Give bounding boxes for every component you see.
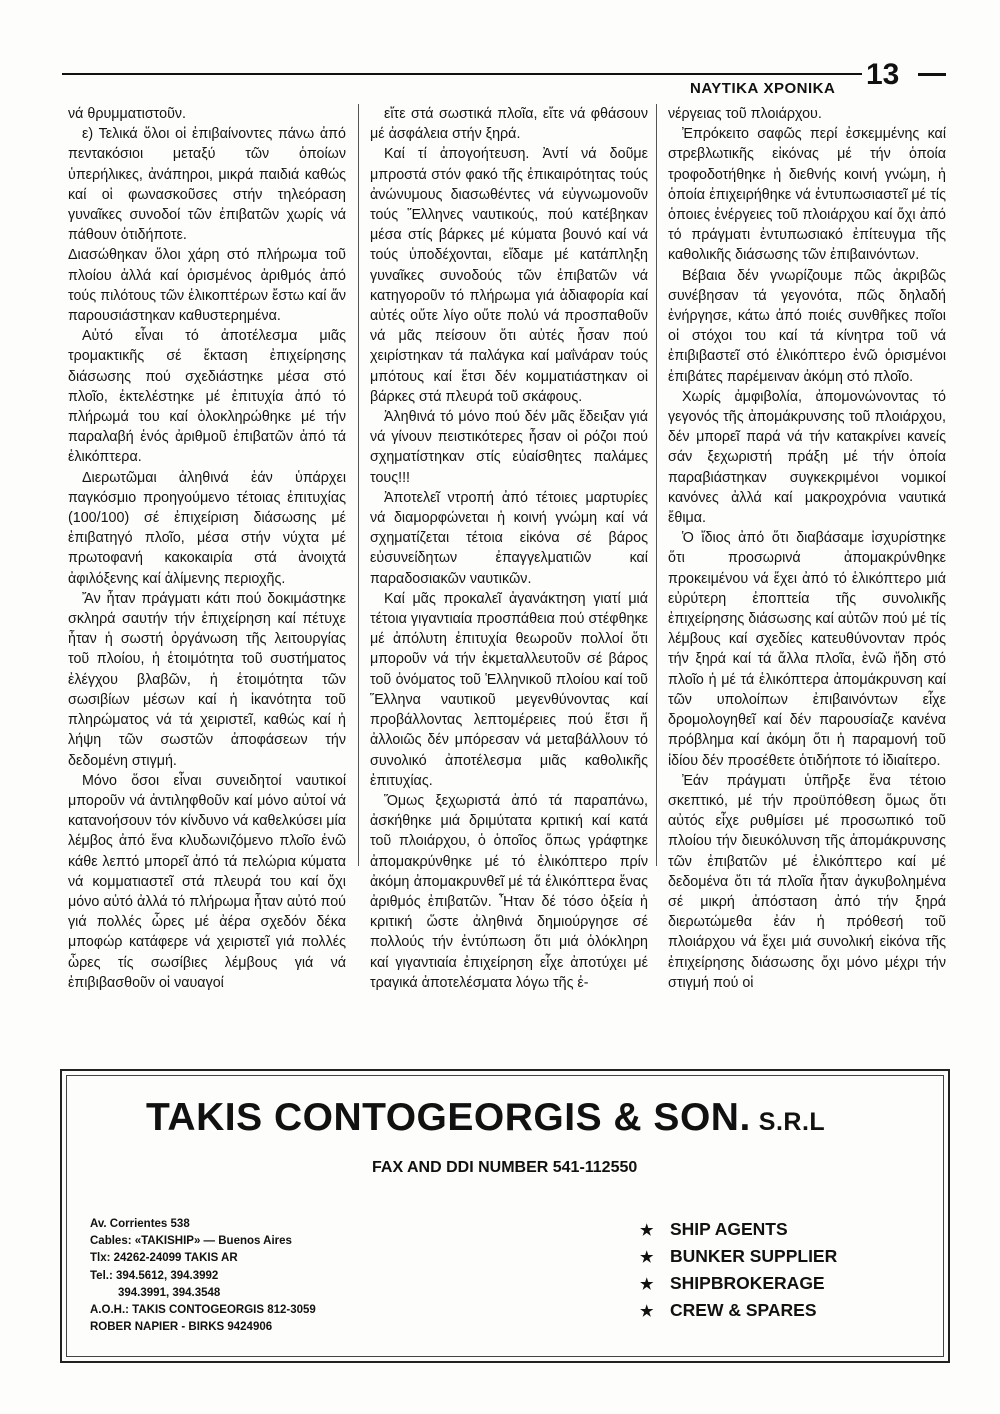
paragraph: Καί τί ἀπογοήτευση. Ἀντί νά δοῦμε μπροστά στόν φακό τῆς ἐπικαιρότητας τούς ἀνώνυμους διασωθέντες νά εὐγνωμονοῦν τούς Ἕλληνες ναυτικούς, πού κατέβηκαν μέσα στίς βάρκες μέ κύματα βουνό καί νά τούς ὑποδέχονται, εἴδαμε μέ κατάπληξη γυναῖκες συνοδούς τῶν ἐπιβατῶν νά κατηγοροῦν τό πλήρωμα γιά ἀδιαφορία καί αὐτές οὔτε λίγο οὔτε πολύ νά προσπαθοῦν νά μᾶς πείσουν ὅτι αὐτές ἦσαν πού χειρίστηκαν τά παλάγκα καί μαΐνάραν τούς μπότους καί ἔτσι δέν κομματιάστηκαν οἱ βάρκες στά πλευρά τοῦ σκάφους. — [370, 146, 648, 405]
paragraph: Ἐπρόκειτο σαφῶς περί ἐσκεμμένης καί στρεβλωτικῆς εἰκόνας μέ τήν ὁποία τροφοδοτήθηκε ἡ διεθνής κοινή γνώμη, ἡ ὁποία ἐπιχειρήθηκε νά ἐντυπωσιαστεῖ μέ τίς ὁποιες ἐνέργειες τοῦ πλοιάρχου καί ὄχι ἀπό τό πράγματι ἐντυπωσιακό ἐπίτευγμα τῆς καθολικῆς διάσωσης τῶν ἐπιβαινόντων. — [668, 126, 946, 264]
ad-fax-line: FAX AND DDI NUMBER 541-112550 — [372, 1159, 638, 1176]
star-icon: ★ — [640, 1248, 654, 1266]
service-label: CREW & SPARES — [670, 1300, 817, 1320]
magazine-title: ΝΑΥΤΙΚΑ ΧΡΟΝΙΚΑ — [690, 80, 836, 97]
paragraph: νέργειας τοῦ πλοιάρχου. — [668, 106, 822, 122]
article-column-3 — [668, 104, 946, 993]
star-icon: ★ — [640, 1275, 654, 1293]
service-label: SHIP AGENTS — [670, 1219, 788, 1239]
paragraph: Ἄν ἦταν πράγματι κάτι πού δοκιμάστηκε σκληρά σαυτήν τήν ἐπιχείρηση καί πέτυχε ἦταν ἡ σωστή ὀργάνωση τῆς λειτουργίας τοῦ πλοίου, ἡ ἑτοιμότητα τοῦ συστήματος ἐλέγχου βλαβῶν, ἡ ἑτοιμότητα τῶν σωσιβίων μέσων καί ἡ ἱκανότητα τοῦ πληρώματος νά τά χειριστεῖ, καθώς καί ἡ λήψη τῶν σωστῶν ἀποφάσεων τήν δεδομένη στιγμή. — [68, 590, 346, 769]
contact-line: Cables: «TAKISHIP» — Buenos Aires — [90, 1235, 292, 1248]
contact-line: 394.3991, 394.3548 — [118, 1286, 221, 1299]
contact-line: ROBER NAPIER - BIRKS 9424906 — [90, 1321, 273, 1334]
paragraph: Μόνο ὅσοι εἶναι συνειδητοί ναυτικοί μποροῦν νά ἀντιληφθοῦν καί μόνο αὐτοί νά κατανοήσουν τόν κίνδυνο νά καθελκύσει μία λέμβος ἀπό ἕνα κλυδωνιζόμενο πλοῖο ἐνῶ κάθε λεπτό μπορεῖ ἀπό τά πελώρια κύματα νά κομματιαστεῖ στά πλευρά του καί ὄχι μόνο αὐτό ἀλλά τό πλήρωμα ἦταν αὐτό πού γιά πολλές ὧρες μέ ἀέρα σχεδόν δέκα μποφώρ κατάφερε νά χειριστεῖ γιά πολλές ὧρες τίς σωσίβιες λέμβους γιά νά ἐπιβιβασθοῦν οἱ ναυαγοί — [68, 772, 346, 991]
paragraph: Ὅμως ξεχωριστά ἀπό τά παραπάνω, ἀσκήθηκε μιά δριμύτατα κριτική καί κατά τοῦ πλοιάρχου, ὁ ὁποῖος ὅπως γράφτηκε ἀπομακρύνθηκε μέ τό ἑλικόπτερο πρίν ἀκόμη ἀπομακρυνθεῖ μέ τά ἑλικόπτερα ἕνας ἀριθμός ἐπιβατῶν. Ἦταν δέ τόσο ὀξεία ἡ κριτική ὥστε ἀληθινά δημιούργησε σέ πολλούς τήν ἐντύπωση ὅτι μιά ὁλόκληρη καί γιγαντιαία ἐπιχείρηση εἶχε ἀποτύχει μέ τραγικά ἀποτελέσματα λόγω τῆς ἐ- — [370, 792, 648, 991]
paragraph: Χωρίς ἀμφιβολία, ἀπομονώνοντας τό γεγονός τῆς ἀπομάκρυνσης τοῦ πλοιάρχου, δέν μπορεῖ παρά νά τήν κατακρίνει κανείς σάν ξεχωριστή πράξη μέ τήν ὁποία παραβιάστηκαν συγκεκριμένοι νομικοί κανόνες ἀλλά καί μακροχρόνια ναυτικά ἔθιμα. — [668, 388, 946, 527]
header-rule — [62, 73, 862, 75]
article-column-2 — [370, 104, 648, 993]
service-label: SHIPBROKERAGE — [670, 1273, 825, 1293]
service-label: BUNKER SUPPLIER — [670, 1246, 838, 1266]
paragraph: Διερωτῶμαι ἀληθινά ἐάν ὑπάρχει παγκόσμιο προηγούμενο τέτοιας ἐπιτυχίας (100/100) σέ ἐπιχείριση διάσωσης μέ ἐπιβατηγό πλοῖο, μέσα στήν νύχτα μέ πρωτοφανή κακοκαιρία στά ἀνοιχτά ἀφιλόξενης καί ἀλίμενης περιοχῆς. — [68, 469, 346, 587]
contact-line: Tel.: 394.5612, 394.3992 — [90, 1269, 219, 1282]
paragraph: Ἐάν πράγματι ὑπῆρξε ἕνα τέτοιο σκεπτικό, μέ τήν προϋπόθεση ὅμως ὅτι αὐτός εἶχε ρυθμίσει μέ προσωπικό τοῦ πλοίου τήν διευκόλυνση τῆς ἀπομάκρυνσης τῶν ἐπιβατῶν μέ ἑλικόπτερο καί μέ δεδομένα ὅτι τά πλοῖα ἦταν ἀγκυβολημένα σέ μικρή ἀπόσταση ἀπό τήν ξηρά διερωτώμεθα ἐάν ἡ πρόθεσή τοῦ πλοιάρχου νά ἔχει μιά συνολική εἰκόνα τῆς ἐπιχείρησης διάσωσης ὄχι μόνο μέχρι τήν στιγμή πού οἱ — [668, 772, 946, 991]
paragraph: Βέβαια δέν γνωρίζουμε πῶς ἀκριβῶς συνέβησαν τά γεγονότα, πῶς δηλαδή ἐνήργησε, κάτω ἀπό ποιές συνθῆκες ποῖοι οἱ στόχοι του καί τά κίνητρα τοῦ νά ἐπιβιβαστεῖ στό ἑλικόπτερο ἐνῶ ὁρισμένοι ἐπιβάτες παρέμειναν ἀκόμη στό πλοῖο. — [668, 267, 946, 385]
ad-contact-block — [90, 1216, 316, 1336]
paragraph: εἴτε στά σωστικά πλοῖα, εἴτε νά φθάσουν μέ ἀσφάλεια στήν ξηρά. — [370, 106, 648, 143]
company-name-text: TAKIS CONTOGEORGIS & SON. — [146, 1096, 751, 1139]
ad-services-list — [640, 1216, 837, 1324]
paragraph: Ἀποτελεῖ ντροπή ἀπό τέτοιες μαρτυρίες νά διαμορφώνεται ἡ κοινή γνώμη καί νά σχηματίζεται τέτοια εἰκόνα σέ βάρος εὐσυνείδητων ἐπαγγελματιῶν καί παραδοσιακῶν ναυτικῶν. — [370, 489, 648, 587]
paragraph: ε) Τελικά ὅλοι οἱ ἐπιβαίνοντες πάνω ἀπό πεντακόσιοι μεταξύ τῶν ὁποίων ὑπερήλικες, ἀνάπηροι, μικρά παιδιά καθώς καί οἱ φωνασκοῦσες στήν τηλεόραση γυναῖκες συνοδοί τῶν ἐπιβατῶν χωρίς νά πάθουν ὁτιδήποτε. — [68, 126, 346, 244]
service-item — [640, 1216, 837, 1243]
article-column-1 — [68, 104, 346, 993]
company-suffix: S.R.L — [758, 1108, 826, 1136]
paragraph: Αὐτό εἶναι τό ἀποτέλεσμα μιᾶς τρομακτικῆς σέ ἔκταση ἐπιχείρησης διάσωσης πού σχεδιάστηκε μέσα στό πλοῖο, ἐκτελέστηκε μέ ἐπιτυχία ἀπό τό πλήρωμά του καί ὁλοκληρώθηκε μέ τήν παραλαβή ἑνός ἀριθμοῦ ἐπιβατῶν ἀπό τά ἑλικόπτερα. — [68, 328, 346, 466]
paragraph: Καί μᾶς προκαλεῖ ἀγανάκτηση γιατί μιά τέτοια γιγαντιαία προσπάθεια πού στέφθηκε μέ ἀπόλυτη ἐπιτυχία θεωροῦν πολλοί ὅτι μποροῦν νά τήν ἐκμεταλλευτοῦν σέ βάρος τοῦ ὀνόματος τοῦ Ἑλληνικοῦ πλοίου καί τοῦ Ἕλληνα ναυτικοῦ μεγενθύνοντας καί προβάλλοντας λεπτομέρειες πού ἔτσι ἤ ἀλλοιῶς δέν μπόρεσαν νά μεταβάλλουν τό συνολικό ἀποτέλεσμα μιᾶς καθολικῆς ἐπιτυχίας. — [370, 590, 648, 789]
header-rule-right — [918, 73, 946, 76]
paragraph: Ὁ ἴδιος ἀπό ὅτι διαβάσαμε ἰσχυρίστηκε ὅτι προσωρινά ἀπομακρύνθηκε προκειμένου νά ἔχει ἀπό τό ἑλικόπτερο μιά εὐρύτερη ἐποπτεία τῆς συνολικῆς ἐπιχείρησης διάσωσης καί αὐτῶν πού μέ τίς λέμβους καί σχεδίες κατευθύνονταν πρός τήν ξηρά καί τά ἄλλα πλοῖα, ἐνῶ ἤδη στό πλοῖο ἡ μέ τά ἑλικόπτερα ἀπομάκρυνση καί τῶν υπολοίπων ἐπιβαινόντων εἶχε δρομολογηθεῖ καί δέν παρουσίαζε κανένα πρόβλημα καί ἀκόμη ὅτι ἡ παραμονή τοῦ ἰδίου δέν προσέθετε ὁτιδήποτε τό ἰδιαίτερο. — [668, 530, 946, 769]
column-divider — [656, 104, 657, 866]
service-item — [640, 1270, 837, 1297]
paragraph: νά θρυμματιστοῦν. — [68, 106, 187, 122]
ad-company-name — [146, 1096, 825, 1140]
contact-line: Av. Corrientes 538 — [90, 1218, 190, 1230]
star-icon: ★ — [640, 1302, 654, 1320]
contact-line: Tlx: 24262-24099 TAKIS AR — [90, 1252, 238, 1265]
column-divider — [358, 104, 359, 866]
paragraph: Διασώθηκαν ὅλοι χάρη στό πλήρωμα τοῦ πλοίου ἀλλά καί ὁρισμένος ἀριθμός ἀπό τούς πιλότους τῶν ἑλικοπτέρων ἔστω καί ἄν παρουσιάστηκαν καθυστερημένα. — [68, 247, 346, 325]
star-icon: ★ — [640, 1221, 654, 1239]
page-number: 13 — [866, 58, 900, 91]
contact-line: A.O.H.: TAKIS CONTOGEORGIS 812-3059 — [90, 1304, 316, 1317]
advertisement — [60, 1069, 950, 1363]
service-item — [640, 1243, 837, 1270]
paragraph: Ἀληθινά τό μόνο πού δέν μᾶς ἔδειξαν γιά νά γίνουν πειστικότερες ἦσαν οἱ ρόζοι πού σχηματίστηκαν στίς εὐαίσθητες παλάμες τους!!! — [370, 409, 648, 486]
service-item — [640, 1297, 837, 1324]
